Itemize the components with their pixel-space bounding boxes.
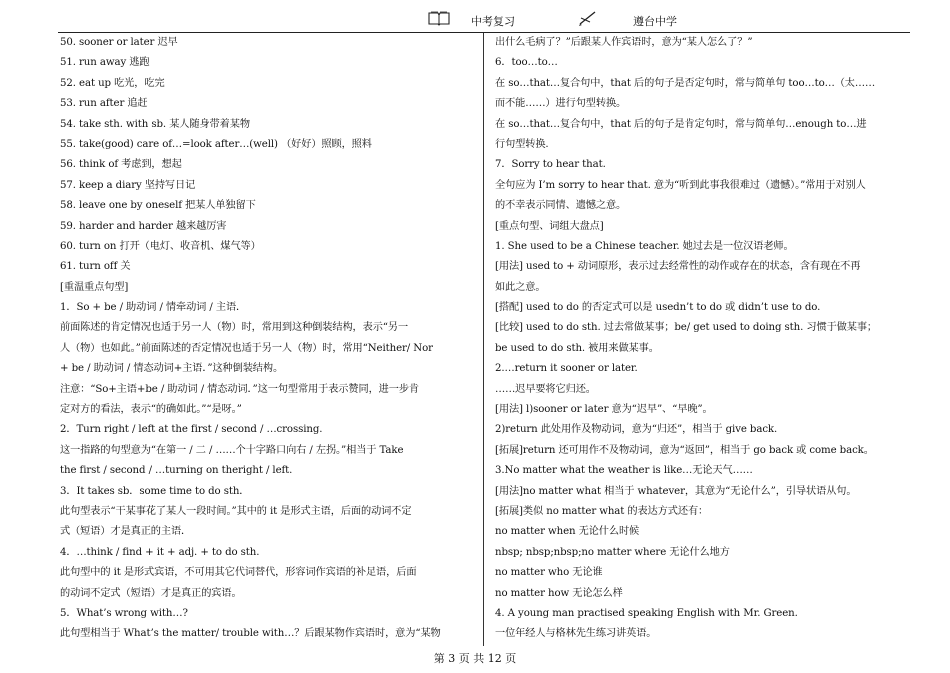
text-line: [拓展]类似 no matter what 的表达方式还有：	[495, 505, 709, 517]
text-line: 52. eat up 吃光，吃完	[60, 77, 165, 89]
text-line: [比较] used to do sth. 过去常做某事；be/ get used to doing sth. 习惯于做某事；	[495, 322, 878, 334]
left-column	[60, 33, 475, 645]
text-line: 3.No matter what the weather is like…无论天气……	[495, 465, 753, 477]
text-line: 2.…return it sooner or later.	[495, 363, 638, 375]
text-line: [用法] used to + 动词原形，表示过去经常性的动作或存在的状态，含有现在不再	[495, 261, 861, 273]
text-line: [重温重点句型]	[60, 281, 129, 293]
text-line: 53. run after 追赶	[60, 98, 148, 110]
text-line: 全句应为 I’m sorry to hear that. 意为“听到此事我很难过（遗憾）。”常用于对别人	[495, 179, 866, 191]
text-line: + be / 助动词 / 情态动词+主语．”这种倒装结构。	[60, 363, 284, 375]
text-line: 此句型相当于 What’s the matter/ trouble with…？后跟某物作宾语时，意为“某物	[60, 628, 441, 640]
text-line: 一位年经人与格林先生练习讲英语。	[495, 628, 657, 640]
text-line: 人（物）也如此。”前面陈述的否定情况也适于另一人（物）时，常用“Neither/ Nor	[60, 342, 433, 354]
text-line: 出什么毛病了？”后跟某人作宾语时，意为“某人怎么了？”	[495, 37, 753, 48]
right-column	[495, 33, 915, 645]
text-line: 的不幸表示同情、遗憾之意。	[495, 200, 627, 212]
page-footer: 第 3 页 共 12 页	[433, 652, 517, 665]
text-line: 如此之意。	[495, 281, 546, 293]
column-divider	[483, 33, 484, 646]
text-line: 此句型表示“干某事花了某人一段时间。”其中的 it 是形式主语，后面的动词不定	[60, 505, 412, 517]
text-line: 而不能……）进行句型转换。	[495, 98, 627, 110]
text-line: [用法]no matter what 相当于 whatever，其意为“无论什么”，引导状语从句。	[495, 485, 857, 497]
text-line: no matter when 无论什么时候	[495, 526, 640, 538]
text-line: the first / second / …turning on theright / left.	[60, 465, 293, 477]
book-icon	[428, 10, 450, 30]
header-school: 遵台中学	[633, 15, 677, 28]
text-line: no matter how 无论怎么样	[495, 587, 623, 599]
header-title: 中考复习	[471, 15, 515, 28]
text-line: 前面陈述的肯定情况也适于另一人（物）时，常用到这种倒装结构，表示“另一	[60, 322, 409, 334]
text-line: 59. harder and harder 越来越厉害	[60, 220, 227, 232]
text-line: 4．…think / find + it + adj. + to do sth.	[60, 546, 260, 558]
pen-icon	[578, 9, 598, 31]
text-line: [搭配] used to do 的否定式可以是 usedn’t to do 或 didn’t use to do.	[495, 302, 821, 314]
text-line: 在 so…that…复合句中，that 后的句子是否定句时，常与简单句 too…to…（太……	[495, 77, 876, 89]
text-line: [重点句型、词组大盘点]	[495, 220, 604, 232]
text-line: 的动词不定式（短语）才是真正的宾语。	[60, 587, 242, 599]
text-line: 式（短语）才是真正的主语．	[60, 526, 192, 538]
text-line: 54. take sth. with sb. 某人随身带着某物	[60, 118, 250, 130]
page-header	[58, 8, 910, 33]
text-line: nbsp; nbsp;nbsp;no matter where 无论什么地方	[495, 546, 730, 558]
text-line: ……迟早要将它归还。	[495, 383, 596, 395]
text-line: 定对方的看法，表示“的确如此。”“是呀。”	[60, 404, 242, 416]
text-line: 61. turn off 关	[60, 261, 131, 273]
text-line: 58. leave one by oneself 把某人单独留下	[60, 200, 256, 212]
text-line: 注意：“So+主语+be / 助动词 / 情态动词．”这一句型常用于表示赞同，进一步肯	[60, 383, 420, 395]
text-line: 行句型转换.	[495, 138, 549, 150]
text-line: no matter who 无论谁	[495, 567, 603, 579]
text-line: 2)return 此处用作及物动词，意为“归还”，相当于 give back.	[495, 424, 778, 436]
text-line: 这一指路的句型意为“在第一 / 二 / ……个十字路口向右 / 左拐。”相当于 Take	[60, 444, 404, 456]
text-line: 1. She used to be a Chinese teacher. 她过去是一位汉语老师。	[495, 240, 794, 252]
text-line: 4. A young man practised speaking English with Mr. Green.	[495, 607, 798, 619]
text-line: 50. sooner or later 迟早	[60, 37, 178, 48]
text-line: 2．Turn right / left at the first / second / …crossing.	[60, 424, 323, 436]
text-line: 7．Sorry to hear that.	[495, 159, 606, 171]
text-line: 3．It takes sb．some time to do sth．	[60, 485, 250, 497]
text-line: 6．too…to…	[495, 57, 558, 69]
text-line: 51. run away 逃跑	[60, 57, 150, 69]
text-line: [用法] l)sooner or later 意为“迟早”、“早晚”。	[495, 404, 713, 416]
text-line: [拓展]return 还可用作不及物动词，意为“返回”，相当于 go back 或 come back。	[495, 444, 874, 456]
text-line: 56. think of 考虑到，想起	[60, 159, 182, 171]
text-line: 5．What’s wrong with…?	[60, 607, 188, 619]
text-line: 57. keep a diary 坚持写日记	[60, 179, 196, 191]
text-line: be used to do sth. 被用来做某事。	[495, 342, 659, 354]
text-line: 1．So + be / 助动词 / 情牵动词 / 主语．	[60, 302, 247, 314]
text-line: 55. take(good) care of…=look after…(well) （好好）照顾，照料	[60, 138, 372, 150]
text-line: 此句型中的 it 是形式宾语，不可用其它代词替代，形容词作宾语的补足语，后面	[60, 567, 417, 579]
text-line: 60. turn on 打开（电灯、收音机、煤气等）	[60, 240, 261, 252]
text-line: 在 so…that…复合句中，that 后的句子是肯定句时，常与简单句…enough to…进	[495, 118, 867, 130]
